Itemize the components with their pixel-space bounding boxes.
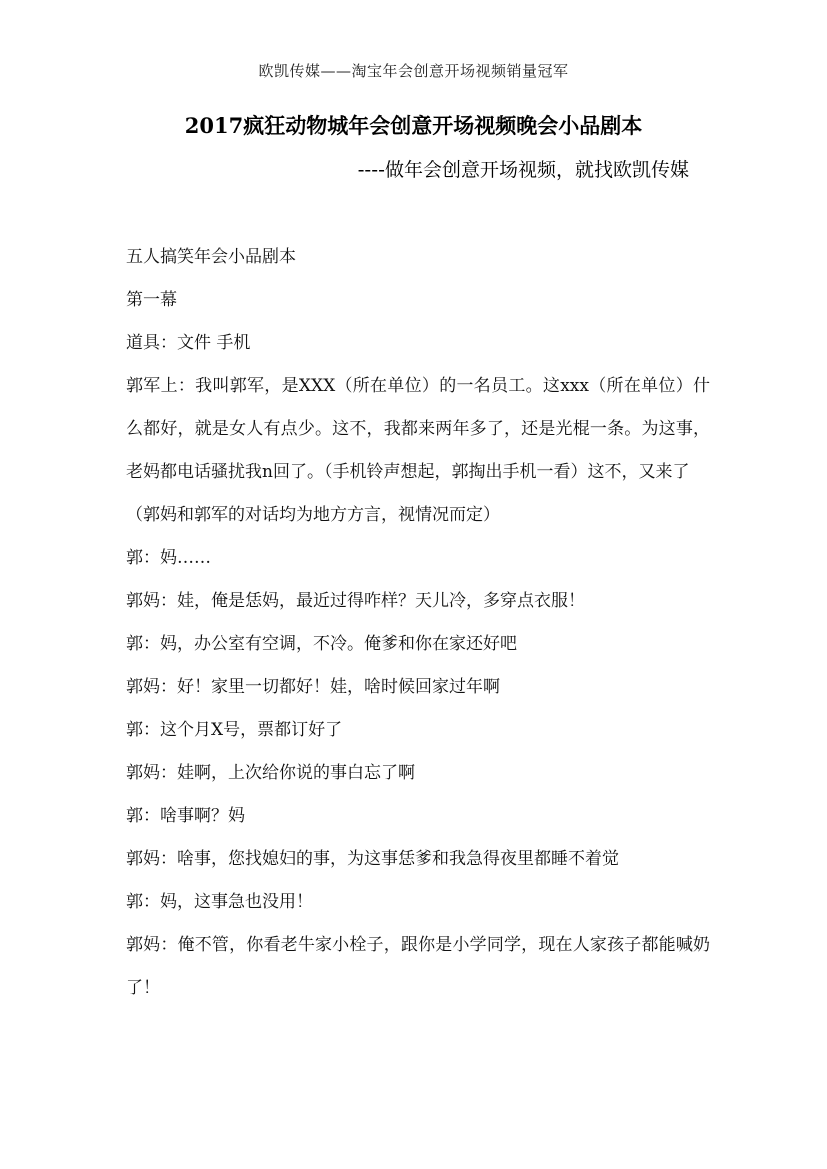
- dialogue-line: 郭：妈……: [126, 548, 211, 568]
- dialogue-line: 郭：妈，这事急也没用！: [126, 892, 313, 912]
- paragraph-act: 第一幕: [126, 290, 177, 310]
- script-body: [126, 236, 710, 1010]
- running-header: 欧凯传媒——淘宝年会创意开场视频销量冠军: [258, 62, 569, 80]
- dialogue-line: 郭妈：啥事，您找媳妇的事，为这事恁爹和我急得夜里都睡不着觉: [126, 849, 619, 869]
- dialogue-line: 郭妈：娃啊，上次给你说的事白忘了啊: [126, 763, 415, 783]
- dialogue-line: 郭妈：俺不管，你看老牛家小栓子，跟你是小学同学，现在人家孩子都能喊奶了！: [126, 935, 710, 998]
- document-title: 2017疯狂动物城年会创意开场视频晚会小品剧本: [184, 113, 643, 138]
- document-subtitle: ----做年会创意开场视频，就找欧凯传媒: [357, 159, 689, 181]
- dialogue-line: 郭：啥事啊？妈: [126, 806, 245, 826]
- dialogue-line: 郭妈：好！家里一切都好！娃，啥时候回家过年啊: [126, 677, 500, 697]
- paragraph-heading: 五人搞笑年会小品剧本: [126, 247, 296, 267]
- dialogue-line: 郭：妈，办公室有空调，不冷。俺爹和你在家还好吧: [126, 634, 517, 654]
- paragraph-monologue: 郭军上：我叫郭军，是XXX（所在单位）的一名员工。这xxx（所在单位）什么都好，就是女人有点少。这不，我都来两年多了，还是光棍一条。为这事，老妈都电话骚扰我n回了。（手机铃声想起，郭掏出手机一看）这不，又来了: [126, 376, 710, 482]
- dialogue-line: 郭：这个月X号，票都订好了: [126, 720, 343, 740]
- dialogue-line: 郭妈：娃，俺是恁妈，最近过得咋样？天儿冷，多穿点衣服！: [126, 591, 585, 611]
- paragraph-props: 道具：文件 手机: [126, 333, 251, 353]
- paragraph-stage-note: （郭妈和郭军的对话均为地方方言，视情况而定）: [126, 505, 500, 525]
